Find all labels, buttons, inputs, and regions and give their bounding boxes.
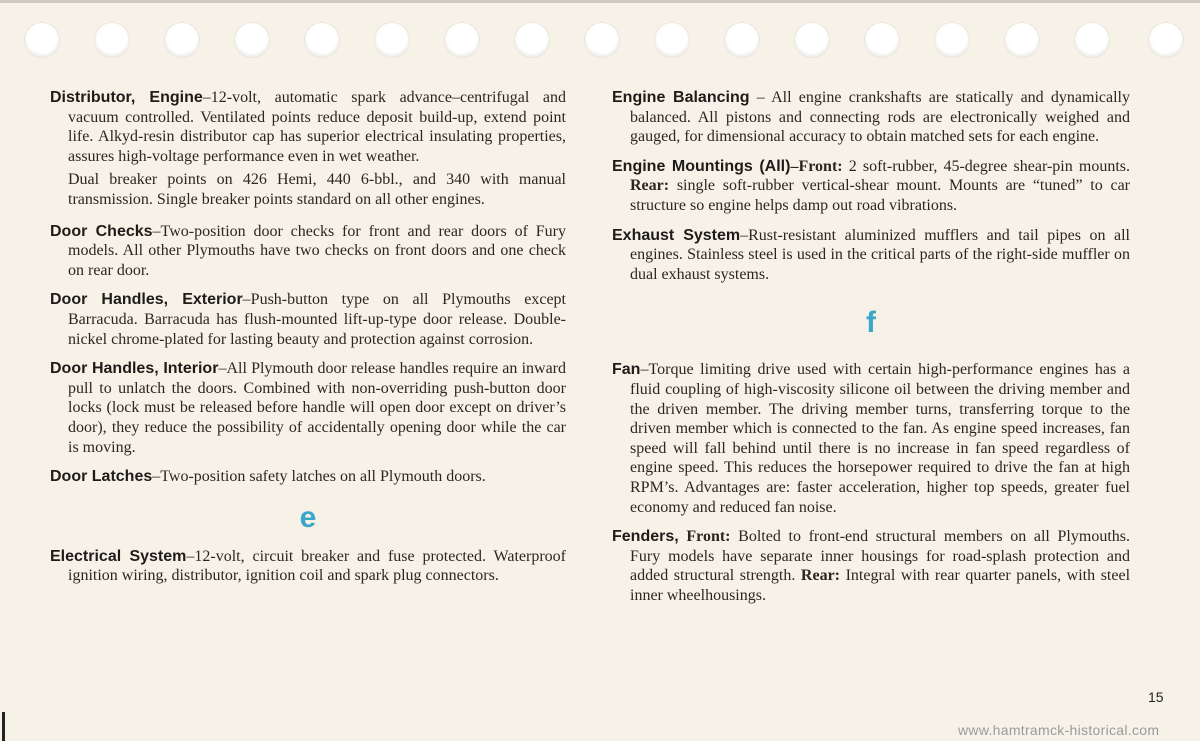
binder-hole bbox=[794, 22, 830, 58]
binder-hole bbox=[304, 22, 340, 58]
entry-door-handles-exterior bbox=[50, 290, 566, 349]
front-label: –Front: bbox=[790, 157, 843, 175]
entry-term: Door Handles, Exterior bbox=[50, 291, 243, 309]
entry-text: –Rust-resistant aluminized mufflers and tail pipes on all engines. Stainless steel is used in the critical parts of the right-side muffler on dual exhaust systems. bbox=[630, 226, 1131, 283]
entry-term: Distributor, Engine bbox=[50, 89, 203, 106]
binder-hole bbox=[514, 22, 550, 58]
binder-hole bbox=[1074, 22, 1110, 58]
rear-label: Rear: bbox=[630, 177, 670, 195]
binder-hole bbox=[654, 22, 690, 58]
section-letter-e: e bbox=[299, 500, 317, 534]
entry-text: – All engine crankshafts are statically and dynamically balanced. All pistons and connecting rods are electronically weighed and gauged, for dimensional accuracy to obtain matched sets for each engine. bbox=[630, 89, 1131, 146]
binder-hole bbox=[234, 22, 270, 58]
binder-hole bbox=[374, 22, 410, 58]
entry-text: –12-volt, automatic spark advance–centrifugal and vacuum controlled. Ventilated points reduce deposit build-up, extend point life. Alkyd-resin distributor cap has superior electrical insulating properties, assures high-voltage performance even in wet weather. bbox=[68, 89, 567, 165]
entry-text: Integral with rear quarter panels, with steel inner wheelhousings. bbox=[630, 567, 1131, 604]
entry-text: –12-volt, circuit breaker and fuse protected. Waterproof ignition wiring, distributor, ignition coil and spark plug connectors. bbox=[68, 547, 566, 585]
entry-door-latches bbox=[50, 467, 566, 487]
scan-edge-mark bbox=[2, 712, 5, 741]
rear-label: Rear: bbox=[800, 567, 840, 585]
entry-text: Bolted to front-end structural members on all Plymouths. Fury models have separate inner housings for road-splash protection and added structural strength. bbox=[630, 528, 1130, 585]
entry-subparagraph: Dual breaker points on 426 Hemi, 440 6-bbl., and 340 with manual transmission. Single breaker points standard on all other engines. bbox=[68, 171, 566, 208]
section-letter-f: f bbox=[866, 306, 876, 340]
entry-engine-balancing bbox=[612, 88, 1130, 147]
entry-text: –Push-button type on all Plymouths except Barracuda. Barracuda has flush-mounted lift-up-type door release. Double-nickel chrome-plated for lasting beauty and protection against corrosion. bbox=[68, 291, 567, 348]
entry-fenders bbox=[612, 527, 1130, 605]
entry-exhaust-system bbox=[612, 226, 1130, 285]
binder-hole bbox=[444, 22, 480, 58]
binder-hole bbox=[164, 22, 200, 58]
entry-electrical-system bbox=[50, 547, 566, 586]
page-top-edge bbox=[0, 0, 1200, 3]
left-column bbox=[50, 88, 566, 586]
entry-term: Engine Mountings (All) bbox=[612, 157, 791, 175]
front-label: Front: bbox=[678, 528, 731, 546]
entry-text: 2 soft-rubber, 45-degree shear-pin mounts. bbox=[842, 157, 1131, 175]
entry-term: Fan bbox=[612, 361, 641, 379]
right-column bbox=[612, 88, 1130, 605]
page-number: 15 bbox=[1148, 689, 1164, 705]
entry-term: Electrical System bbox=[50, 547, 187, 565]
binder-hole bbox=[94, 22, 130, 58]
entry-term: Door Handles, Interior bbox=[50, 360, 219, 378]
entry-door-checks bbox=[50, 222, 566, 281]
binder-holes bbox=[0, 22, 1200, 62]
binder-hole bbox=[724, 22, 760, 58]
entry-text: –Torque limiting drive used with certain high-performance engines has a fluid coupling of high-viscosity silicone oil between the driving member and the driven member. The driving member turns, transferring torque to the driven member which is connected to the fan. As engine speed increases, fan speed will fall behind until there is no increase in fan speed regardless of engine speed. This reduces the horsepower required to drive the fan at high RPM’s. Advantages are: faster acceleration, higher top speeds, greater fuel economy and reduced fan noise. bbox=[630, 361, 1130, 516]
entry-distributor-engine bbox=[50, 88, 566, 210]
binder-hole bbox=[1148, 22, 1184, 58]
entry-term: Door Latches bbox=[50, 468, 153, 486]
binder-hole bbox=[1004, 22, 1040, 58]
entry-door-handles-interior bbox=[50, 359, 566, 457]
entry-fan bbox=[612, 360, 1130, 517]
entry-term: Engine Balancing bbox=[612, 89, 750, 106]
binder-hole bbox=[864, 22, 900, 58]
entry-term: Door Checks bbox=[50, 222, 153, 240]
binder-hole bbox=[24, 22, 60, 58]
entry-text: –Two-position door checks for front and rear doors of Fury models. All other Plymouths have two checks on front doors and one check on rear door. bbox=[68, 222, 566, 279]
binder-hole bbox=[584, 22, 620, 58]
entry-term: Fenders, bbox=[612, 528, 679, 546]
watermark: www.hamtramck-historical.com bbox=[958, 722, 1160, 738]
entry-engine-mountings bbox=[612, 157, 1130, 216]
entry-text: –Two-position safety latches on all Plymouth doors. bbox=[152, 468, 486, 486]
binder-hole bbox=[934, 22, 970, 58]
entry-term: Exhaust System bbox=[612, 226, 741, 244]
entry-text: single soft-rubber vertical-shear mount. Mounts are “tuned” to car structure so engine helps damp out road vibrations. bbox=[630, 177, 1130, 214]
entry-text: –All Plymouth door release handles require an inward pull to unlatch the doors. Combined with non-overriding push-button door locks (lock must be released before handle will open door except on driver’s door), they reduce the possibility of accidentally opening door while the car is moving. bbox=[68, 360, 566, 456]
